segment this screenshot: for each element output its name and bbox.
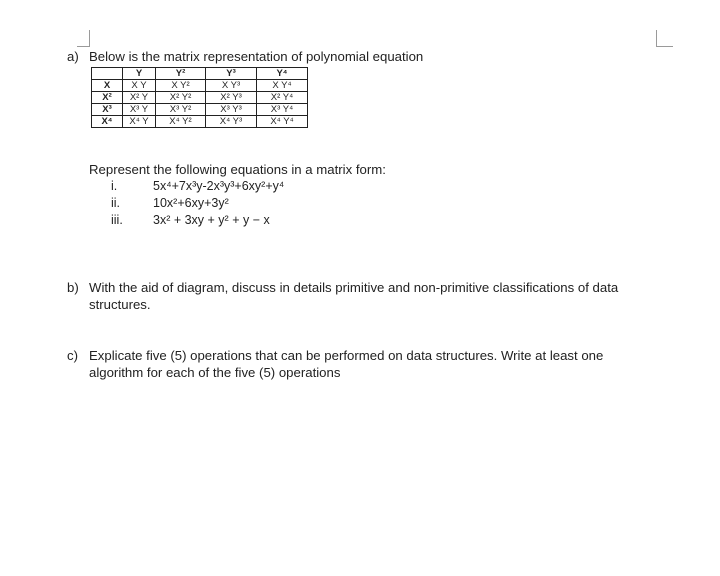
matrix-cell: X² Y³ <box>206 92 257 104</box>
question-a-letter: a) <box>67 49 79 64</box>
matrix-cell: X⁴ Y² <box>156 116 206 128</box>
equation-number: i. <box>111 179 118 193</box>
matrix-row-header: X³ <box>92 104 123 116</box>
matrix-row-header: X² <box>92 92 123 104</box>
equation-number: ii. <box>111 196 121 210</box>
equation-text: 3x² + 3xy + y² + y − x <box>153 213 270 227</box>
matrix-cell: X Y <box>123 80 156 92</box>
matrix-corner-cell <box>92 68 123 80</box>
matrix-cell: X Y² <box>156 80 206 92</box>
equation-text: 5x⁴+7x³y-2x³y³+6xy²+y⁴ <box>153 179 285 193</box>
equation-number: iii. <box>111 213 123 227</box>
matrix-cell: X⁴ Y <box>123 116 156 128</box>
matrix-cell: X² Y² <box>156 92 206 104</box>
matrix-row <box>92 104 308 116</box>
question-b-letter: b) <box>67 280 79 295</box>
represent-instruction: Represent the following equations in a matrix form: <box>89 162 386 177</box>
question-c-text: Explicate five (5) operations that can be performed on data structures. Write at least one algorithm for each of the five (5) operations <box>89 348 604 380</box>
question-a-text: Below is the matrix representation of polynomial equation <box>89 49 424 64</box>
matrix-cell: X⁴ Y⁴ <box>257 116 308 128</box>
matrix-row-header: X <box>92 80 123 92</box>
page-corner-mark-right <box>656 30 673 47</box>
question-b-text: With the aid of diagram, discuss in details primitive and non-primitive classifications of data structures. <box>89 280 619 312</box>
page-corner-mark-left <box>77 30 90 47</box>
matrix-cell: X Y³ <box>206 80 257 92</box>
equation-text: 10x²+6xy+3y² <box>153 196 229 210</box>
matrix-row-header: X⁴ <box>92 116 123 128</box>
matrix-cell: X Y⁴ <box>257 80 308 92</box>
matrix-cell: X⁴ Y³ <box>206 116 257 128</box>
matrix-col-header: Y² <box>156 68 206 80</box>
matrix-col-header: Y <box>123 68 156 80</box>
polynomial-matrix-table <box>91 67 308 128</box>
matrix-cell: X² Y⁴ <box>257 92 308 104</box>
matrix-col-header: Y⁴ <box>257 68 308 80</box>
matrix-cell: X³ Y³ <box>206 104 257 116</box>
matrix-cell: X³ Y² <box>156 104 206 116</box>
question-c-letter: c) <box>67 348 78 363</box>
matrix-cell: X³ Y⁴ <box>257 104 308 116</box>
matrix-row <box>92 80 308 92</box>
matrix-col-header: Y³ <box>206 68 257 80</box>
matrix-cell: X³ Y <box>123 104 156 116</box>
matrix-row <box>92 116 308 128</box>
matrix-header-row <box>92 68 308 80</box>
matrix-row <box>92 92 308 104</box>
matrix-cell: X² Y <box>123 92 156 104</box>
